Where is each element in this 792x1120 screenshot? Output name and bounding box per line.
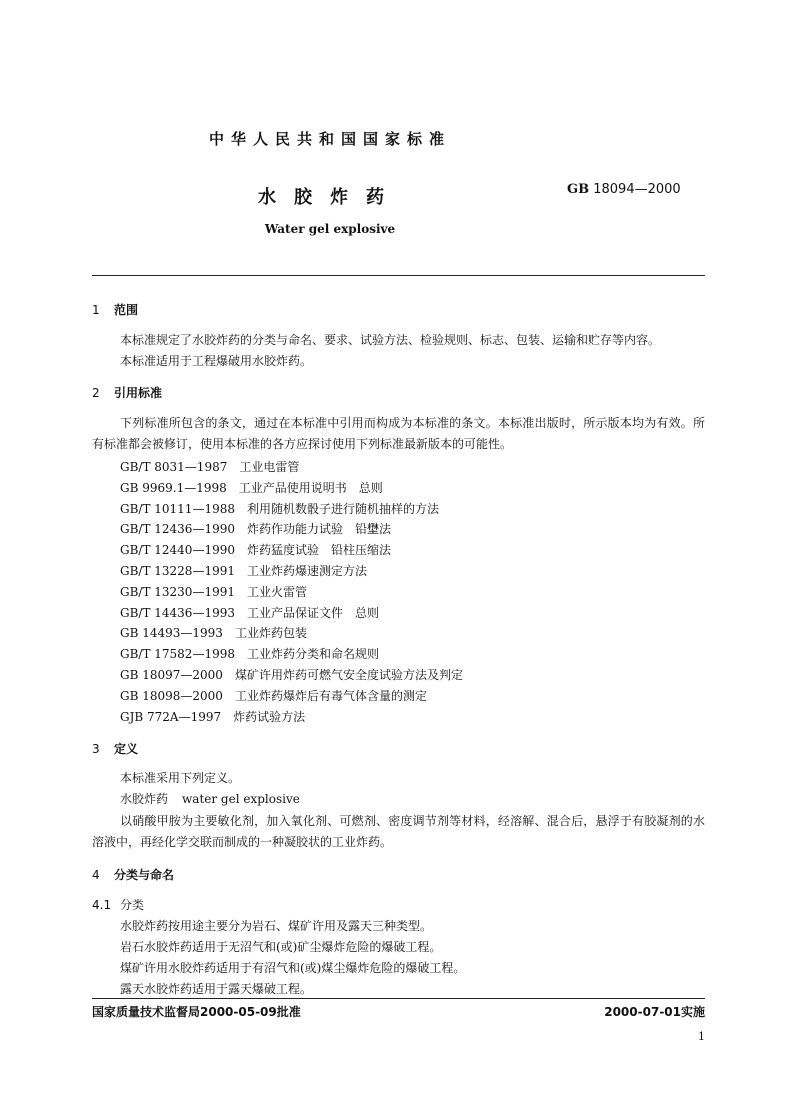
reference-title: 利用随机数骰子进行随机抽样的方法 — [246, 501, 439, 516]
reference-item — [120, 561, 463, 582]
section-4-heading — [92, 866, 174, 883]
reference-title: 炸药试验方法 — [233, 709, 306, 724]
reference-code: GB 18098—2000 — [120, 688, 223, 703]
reference-item — [120, 478, 463, 499]
term-line — [120, 790, 300, 807]
reference-code: GB/T 12440—1990 — [120, 543, 235, 558]
reference-code: GB/T 13228—1991 — [120, 563, 235, 578]
document-title: 水胶炸药 — [258, 187, 402, 208]
reference-title: 工业产品保证文件 总则 — [246, 605, 379, 620]
section-2-number: 2 — [92, 386, 100, 400]
section-4-number: 4 — [92, 868, 100, 882]
reference-item — [120, 686, 463, 707]
page-number: 1 — [698, 1030, 705, 1043]
section-1-number: 1 — [92, 303, 100, 317]
section-1-para-2: 本标准适用于工程爆破用水胶炸药。 — [120, 354, 313, 368]
reference-title: 工业炸药爆速测定方法 — [246, 563, 367, 578]
reference-item — [120, 499, 463, 520]
subsection-4-1-para-1: 水胶炸药按用途主要分为岩石、煤矿许用及露天三种类型。 — [120, 919, 433, 933]
reference-code: GB 18097—2000 — [120, 667, 223, 682]
section-3-title: 定义 — [114, 742, 139, 756]
reference-code: GB/T 14436—1993 — [120, 605, 235, 620]
reference-item — [120, 623, 463, 644]
section-2-heading — [92, 384, 162, 401]
reference-item — [120, 707, 463, 728]
reference-code: GB/T 13230—1991 — [120, 584, 235, 599]
standard-code — [567, 182, 681, 197]
english-title: Water gel explosive — [264, 222, 396, 236]
subsection-4-1-heading — [92, 896, 144, 913]
reference-title: 炸药猛度试验 铅柱压缩法 — [246, 543, 391, 558]
reference-title: 工业火雷管 — [246, 584, 307, 599]
section-1-title: 范围 — [114, 303, 139, 317]
approval-note: 国家质量技术监督局2000-05-09批准 — [92, 1005, 301, 1019]
reference-item — [120, 665, 463, 686]
subsection-4-1-para-3: 煤矿许用水胶炸药适用于有沼气和(或)煤尘爆炸危险的爆破工程。 — [120, 961, 466, 975]
reference-item — [120, 582, 463, 603]
header-divider — [92, 275, 705, 276]
subsection-4-1-para-4: 露天水胶炸药适用于露天爆破工程。 — [120, 982, 313, 996]
reference-code: GB 14493—1993 — [120, 626, 223, 641]
section-1-heading — [92, 301, 138, 318]
term-definition: 以硝酸甲胺为主要敏化剂，加入氧化剂、可燃剂、密度调节剂等材料，经溶解、混合后，悬浮于有胶凝剂的水溶液中，再经化学交联而制成的一种凝胶状的工业炸药。 — [92, 814, 705, 849]
reference-list — [120, 457, 463, 727]
standard-title: 中华人民共和国国家标准 — [208, 130, 451, 148]
reference-code: GB/T 12436—1990 — [120, 522, 235, 537]
reference-title: 工业产品使用说明书 总则 — [238, 480, 383, 495]
reference-code: GJB 772A—1997 — [120, 709, 222, 724]
reference-code: GB/T 8031—1987 — [120, 460, 228, 474]
section-3-intro: 本标准采用下列定义。 — [120, 771, 241, 785]
reference-title: 工业电雷管 — [239, 460, 300, 474]
standard-code-prefix: GB — [567, 182, 590, 197]
section-2-title: 引用标准 — [114, 386, 163, 400]
standard-code-number: 18094—2000 — [593, 182, 681, 197]
subsection-4-1-title: 分类 — [120, 898, 145, 912]
footer-divider — [92, 998, 705, 999]
reference-item — [120, 603, 463, 624]
section-2-intro: 下列标准所包含的条文，通过在本标准中引用而构成为本标准的条文。本标准出版时，所示版本均为有效。所有标准都会被修订，使用本标准的各方应探讨使用下列标准最新版本的可能性。 — [92, 416, 705, 451]
subsection-4-1-para-2: 岩石水胶炸药适用于无沼气和(或)矿尘爆炸危险的爆破工程。 — [120, 940, 442, 954]
section-3-number: 3 — [92, 742, 100, 756]
reference-item — [120, 540, 463, 561]
reference-code: GB 9969.1—1998 — [120, 480, 227, 495]
reference-code: GB/T 10111—1988 — [120, 501, 235, 516]
section-1-para-1: 本标准规定了水胶炸药的分类与命名、要求、试验方法、检验规则、标志、包装、运输和贮存等内容。 — [120, 333, 661, 347]
implementation-date: 2000-07-01实施 — [604, 1005, 705, 1019]
reference-item — [120, 644, 463, 665]
reference-item — [120, 457, 463, 478]
reference-item — [120, 519, 463, 540]
reference-title: 工业炸药爆炸后有毒气体含量的测定 — [234, 688, 427, 703]
reference-title: 工业炸药包装 — [234, 626, 307, 641]
section-3-heading — [92, 740, 138, 757]
reference-title: 工业炸药分类和命名规则 — [246, 647, 379, 662]
section-4-title: 分类与命名 — [114, 868, 175, 882]
term-chinese: 水胶炸药 — [120, 792, 169, 806]
reference-title: 煤矿许用炸药可燃气安全度试验方法及判定 — [234, 667, 463, 682]
subsection-4-1-number: 4.1 — [92, 898, 112, 912]
reference-code: GB/T 17582—1998 — [120, 647, 235, 662]
reference-title: 炸药作功能力试验 铅𡐨法 — [246, 522, 391, 537]
term-english: water gel explosive — [182, 792, 300, 806]
